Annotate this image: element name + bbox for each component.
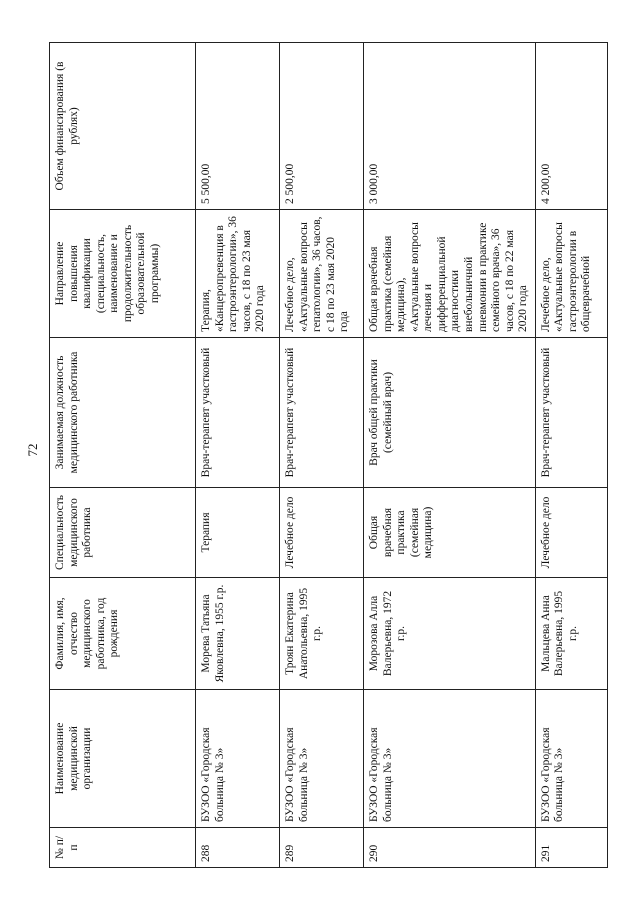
cell-funding: 2 500,00 [280,43,364,210]
cell-position: Врач-терапевт участковый [196,338,280,488]
cell-organization: БУЗОО «Городская больница № 3» [280,690,364,828]
cell-funding: 4 200,00 [535,43,607,210]
header-fio: Фамилия, имя, отчество медицинского работника, год рождения [50,578,196,690]
cell-num: 290 [364,828,536,868]
cell-num: 289 [280,828,364,868]
cell-specialty: Терапия [196,488,280,578]
cell-direction: Лечебное дело, «Актуальные вопросы гепатологии», 36 часов, с 18 по 23 мая 2020 года [280,210,364,338]
header-position: Занимаемая должность медицинского работника [50,338,196,488]
cell-fio: Морева Татьяна Яковлевна, 1955 г.р. [196,578,280,690]
cell-position: Врач-терапевт участковый [535,338,607,488]
header-direction: Направление повышения квалификации (специальность, наименование и продолжительность образовательной программы) [50,210,196,338]
header-funding: Объем финансирования (в рублях) [50,43,196,210]
table-row [280,43,364,868]
cell-fio: Морозова Алла Валерьевна, 1972 г.р. [364,578,536,690]
cell-funding: 3 000,00 [364,43,536,210]
cell-position: Врач общей практики (семейный врач) [364,338,536,488]
cell-specialty: Лечебное дело [280,488,364,578]
cell-num: 288 [196,828,280,868]
cell-organization: БУЗОО «Городская больница № 3» [364,690,536,828]
cell-position: Врач-терапевт участковый [280,338,364,488]
cell-funding: 5 500,00 [196,43,280,210]
header-specialty: Специальность медицинского работника [50,488,196,578]
cell-fio: Троян Екатерина Анатольевна, 1995 г.р. [280,578,364,690]
training-table [49,42,608,868]
table-row [364,43,536,868]
cell-specialty: Лечебное дело [535,488,607,578]
rotated-table-container [49,43,593,868]
cell-organization: БУЗОО «Городская больница № 3» [196,690,280,828]
cell-specialty: Общая врачебная практика (семейная медицина) [364,488,536,578]
page-number: 72 [25,443,40,457]
cell-direction: Терапия, «Канцеропревенция в гастроэнтерологии», 36 часов, с 18 по 23 мая 2020 года [196,210,280,338]
table-row [535,43,607,868]
cell-direction: Лечебное дело, «Актуальные вопросы гастроэнтерологии в общеврачебной [535,210,607,338]
header-organization: Наименование медицинской организации [50,690,196,828]
cell-num: 291 [535,828,607,868]
cell-fio: Мальцева Анна Валерьевна, 1995 г.р. [535,578,607,690]
table-header-row [50,43,196,868]
cell-direction: Общая врачебная практика (семейная медицина), «Актуальные вопросы лечения и дифференциальной диагностики внебольничной пневмонии в практике семейного врача», 36 часов, с 18 по 22 мая 2020 года [364,210,536,338]
table-row [196,43,280,868]
header-num: № п/п [50,828,196,868]
cell-organization: БУЗОО «Городская больница № 3» [535,690,607,828]
